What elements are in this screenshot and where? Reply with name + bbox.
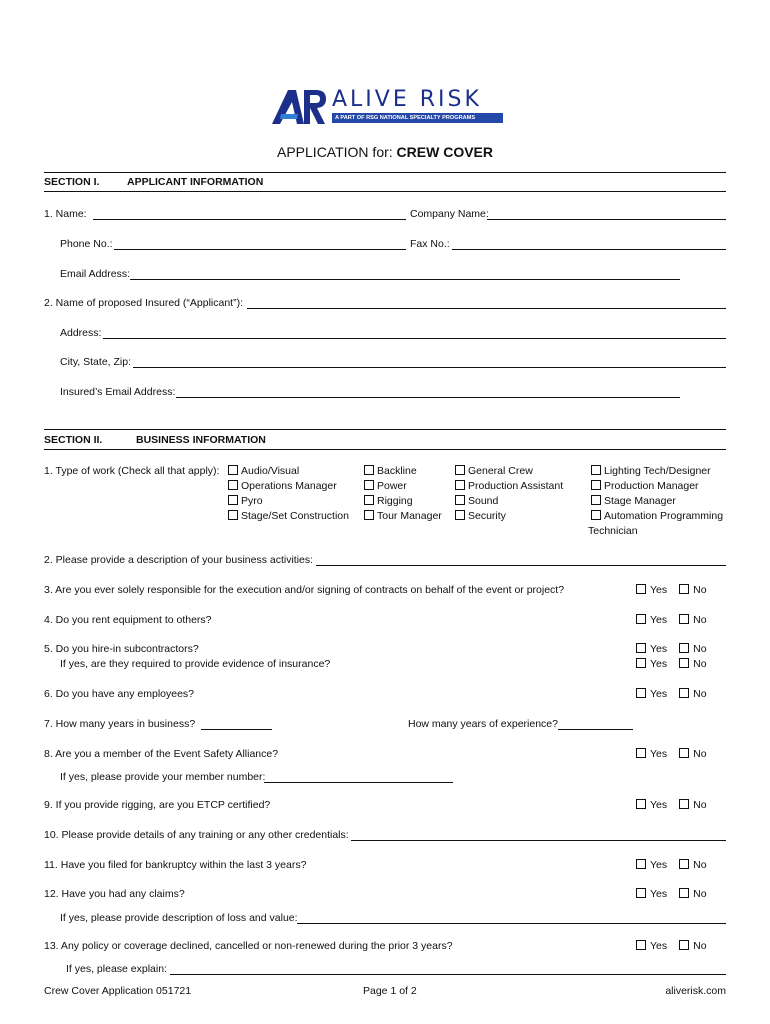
yes-checkbox[interactable] bbox=[636, 643, 646, 653]
q13b-field[interactable] bbox=[170, 974, 726, 975]
title-prefix: APPLICATION for: bbox=[277, 144, 397, 160]
q10-label: 10. Please provide details of any training or any other credentials: bbox=[44, 829, 349, 841]
q11-label: 11. Have you filed for bankruptcy within the last 3 years? bbox=[44, 859, 307, 871]
q7-field[interactable] bbox=[201, 729, 272, 730]
checkbox[interactable] bbox=[364, 510, 374, 520]
logo-tagline: A PART OF RSG NATIONAL SPECIALTY PROGRAMS bbox=[332, 113, 503, 123]
work-sound[interactable] bbox=[455, 495, 498, 507]
section1-top-rule bbox=[44, 172, 726, 173]
checkbox-label: Power bbox=[377, 480, 407, 492]
yes-checkbox[interactable] bbox=[636, 940, 646, 950]
checkbox[interactable] bbox=[364, 495, 374, 505]
section2-top-rule bbox=[44, 429, 726, 430]
q9-yes-no bbox=[636, 799, 707, 811]
q12-label: 12. Have you had any claims? bbox=[44, 888, 185, 900]
yes-checkbox[interactable] bbox=[636, 888, 646, 898]
no-label: No bbox=[693, 940, 707, 952]
no-checkbox[interactable] bbox=[679, 799, 689, 809]
no-checkbox[interactable] bbox=[679, 658, 689, 668]
yes-checkbox[interactable] bbox=[636, 658, 646, 668]
checkbox-label: Operations Manager bbox=[241, 480, 337, 492]
footer-left: Crew Cover Application 051721 bbox=[44, 985, 192, 997]
q7-label: 7. How many years in business? bbox=[44, 718, 196, 730]
no-label: No bbox=[693, 584, 707, 596]
q4-label: 4. Do you rent equipment to others? bbox=[44, 614, 212, 626]
q2-label: 2. Please provide a description of your business activities: bbox=[44, 554, 314, 566]
checkbox-label: General Crew bbox=[468, 465, 533, 477]
work-operations-manager[interactable] bbox=[228, 480, 337, 492]
checkbox-label: Stage Manager bbox=[604, 495, 676, 507]
q8b-field[interactable] bbox=[264, 782, 453, 783]
q11-yes-no bbox=[636, 859, 707, 871]
checkbox-label: Security bbox=[468, 510, 506, 522]
fax-label: Fax No.: bbox=[410, 238, 450, 250]
no-label: No bbox=[693, 859, 707, 871]
checkbox[interactable] bbox=[364, 465, 374, 475]
work-general-crew[interactable] bbox=[455, 465, 533, 477]
yes-label: Yes bbox=[650, 614, 668, 626]
q4-yes-no bbox=[636, 614, 707, 626]
checkbox[interactable] bbox=[228, 480, 238, 490]
checkbox[interactable] bbox=[364, 480, 374, 490]
insured-email-field[interactable] bbox=[176, 397, 680, 398]
checkbox[interactable] bbox=[591, 465, 601, 475]
footer-right: aliverisk.com bbox=[665, 985, 726, 997]
no-label: No bbox=[693, 799, 707, 811]
company-field[interactable] bbox=[487, 219, 726, 220]
insured-email-label: Insured’s Email Address: bbox=[60, 386, 176, 398]
logo-mark bbox=[270, 86, 328, 126]
q1-label: 1. Type of work (Check all that apply): bbox=[44, 465, 220, 477]
checkbox[interactable] bbox=[591, 510, 601, 520]
yes-label: Yes bbox=[650, 643, 668, 655]
work-audio-visual[interactable] bbox=[228, 465, 299, 477]
no-label: No bbox=[693, 643, 707, 655]
checkbox[interactable] bbox=[228, 495, 238, 505]
yes-label: Yes bbox=[650, 888, 668, 900]
checkbox-label: Automation Programming bbox=[604, 510, 724, 522]
city-label: City, State, Zip: bbox=[60, 356, 131, 368]
phone-field[interactable] bbox=[114, 249, 406, 250]
checkbox[interactable] bbox=[455, 510, 465, 520]
q5b-yes-no bbox=[636, 658, 707, 670]
checkbox-label: Production Manager bbox=[604, 480, 699, 492]
q5b-label: If yes, are they required to provide evidence of insurance? bbox=[60, 658, 331, 670]
yes-checkbox[interactable] bbox=[636, 748, 646, 758]
work-production-assistant[interactable] bbox=[455, 480, 563, 492]
yes-checkbox[interactable] bbox=[636, 614, 646, 624]
name-field[interactable] bbox=[93, 219, 406, 220]
work-security[interactable] bbox=[455, 510, 506, 522]
q13-label: 13. Any policy or coverage declined, cancelled or non-renewed during the prior 3 years? bbox=[44, 940, 453, 952]
q12b-field[interactable] bbox=[297, 923, 726, 924]
work-stage-set-construction[interactable] bbox=[228, 510, 349, 522]
insured-field[interactable] bbox=[247, 308, 726, 309]
work-pyro[interactable] bbox=[228, 495, 263, 507]
address-label: Address: bbox=[60, 327, 102, 339]
q6-yes-no bbox=[636, 688, 707, 700]
yes-label: Yes bbox=[650, 799, 668, 811]
section1-number: SECTION I. bbox=[44, 176, 100, 188]
checkbox-label: Rigging bbox=[377, 495, 413, 507]
q2-field[interactable] bbox=[316, 565, 726, 566]
footer-center: Page 1 of 2 bbox=[363, 985, 417, 997]
checkbox-label: Lighting Tech/Designer bbox=[604, 465, 711, 477]
name-label: 1. Name: bbox=[44, 208, 87, 220]
section2-name: BUSINESS INFORMATION bbox=[136, 434, 266, 446]
no-checkbox[interactable] bbox=[679, 859, 689, 869]
section2-bottom-rule bbox=[44, 449, 726, 450]
email-label: Email Address: bbox=[60, 268, 131, 280]
checkbox[interactable] bbox=[455, 495, 465, 505]
checkbox-label: Stage/Set Construction bbox=[241, 510, 349, 522]
q10-field[interactable] bbox=[351, 840, 726, 841]
section2-number: SECTION II. bbox=[44, 434, 103, 446]
q8-label: 8. Are you a member of the Event Safety Alliance? bbox=[44, 748, 279, 760]
q9-label: 9. If you provide rigging, are you ETCP certified? bbox=[44, 799, 271, 811]
checkbox-label: Pyro bbox=[241, 495, 263, 507]
no-checkbox[interactable] bbox=[679, 748, 689, 758]
no-label: No bbox=[693, 658, 707, 670]
q5-yes-no bbox=[636, 643, 707, 655]
checkbox[interactable] bbox=[228, 510, 238, 520]
fax-field[interactable] bbox=[452, 249, 726, 250]
work-automation-programming[interactable] bbox=[591, 510, 723, 522]
checkbox-label: Audio/Visual bbox=[241, 465, 300, 477]
yes-label: Yes bbox=[650, 658, 668, 670]
checkbox-label: Sound bbox=[468, 495, 499, 507]
no-label: No bbox=[693, 614, 707, 626]
no-checkbox[interactable] bbox=[679, 614, 689, 624]
yes-label: Yes bbox=[650, 584, 668, 596]
logo bbox=[270, 86, 502, 126]
work-backline[interactable] bbox=[364, 465, 417, 477]
q13-yes-no bbox=[636, 940, 707, 952]
q13b-label: If yes, please explain: bbox=[66, 963, 167, 975]
checkbox[interactable] bbox=[455, 465, 465, 475]
no-checkbox[interactable] bbox=[679, 888, 689, 898]
work-rigging[interactable] bbox=[364, 495, 413, 507]
yes-checkbox[interactable] bbox=[636, 688, 646, 698]
work-stage-manager[interactable] bbox=[591, 495, 676, 507]
work-automation-cont: Technician bbox=[588, 525, 638, 537]
yes-label: Yes bbox=[650, 688, 668, 700]
city-field[interactable] bbox=[133, 367, 726, 368]
checkbox[interactable] bbox=[455, 480, 465, 490]
checkbox-label: Backline bbox=[377, 465, 417, 477]
yes-label: Yes bbox=[650, 748, 668, 760]
work-lighting-tech[interactable] bbox=[591, 465, 711, 477]
checkbox-label: Tour Manager bbox=[377, 510, 442, 522]
yes-label: Yes bbox=[650, 940, 668, 952]
title-bold: CREW COVER bbox=[396, 144, 493, 160]
checkbox[interactable] bbox=[228, 465, 238, 475]
work-tour-manager[interactable] bbox=[364, 510, 442, 522]
logo-name: ALIVE RISK bbox=[332, 87, 482, 112]
q8-yes-no bbox=[636, 748, 707, 760]
section1-name: APPLICANT INFORMATION bbox=[127, 176, 264, 188]
no-label: No bbox=[693, 748, 707, 760]
no-label: No bbox=[693, 888, 707, 900]
q7b-field[interactable] bbox=[558, 729, 633, 730]
yes-checkbox[interactable] bbox=[636, 799, 646, 809]
q12b-label: If yes, please provide description of loss and value: bbox=[60, 912, 298, 924]
checkbox-label: Production Assistant bbox=[468, 480, 564, 492]
checkbox[interactable] bbox=[591, 495, 601, 505]
q5-label: 5. Do you hire-in subcontractors? bbox=[44, 643, 199, 655]
q12-yes-no bbox=[636, 888, 707, 900]
q6-label: 6. Do you have any employees? bbox=[44, 688, 195, 700]
email-field[interactable] bbox=[130, 279, 680, 280]
insured-label: 2. Name of proposed Insured (“Applicant”): bbox=[44, 297, 244, 309]
q3-yes-no bbox=[636, 584, 707, 596]
no-checkbox[interactable] bbox=[679, 584, 689, 594]
no-checkbox[interactable] bbox=[679, 643, 689, 653]
checkbox[interactable] bbox=[591, 480, 601, 490]
address-field[interactable] bbox=[103, 338, 726, 339]
work-power[interactable] bbox=[364, 480, 407, 492]
section1-bottom-rule bbox=[44, 191, 726, 192]
work-production-manager[interactable] bbox=[591, 480, 699, 492]
yes-checkbox[interactable] bbox=[636, 859, 646, 869]
no-label: No bbox=[693, 688, 707, 700]
company-label: Company Name: bbox=[410, 208, 489, 220]
q8b-label: If yes, please provide your member number: bbox=[60, 771, 266, 783]
page-title bbox=[0, 144, 770, 160]
no-checkbox[interactable] bbox=[679, 688, 689, 698]
yes-label: Yes bbox=[650, 859, 668, 871]
q7b-label: How many years of experience? bbox=[408, 718, 558, 730]
yes-checkbox[interactable] bbox=[636, 584, 646, 594]
no-checkbox[interactable] bbox=[679, 940, 689, 950]
q3-label: 3. Are you ever solely responsible for the execution and/or signing of contracts on behalf of the event or project? bbox=[44, 584, 565, 596]
phone-label: Phone No.: bbox=[60, 238, 113, 250]
